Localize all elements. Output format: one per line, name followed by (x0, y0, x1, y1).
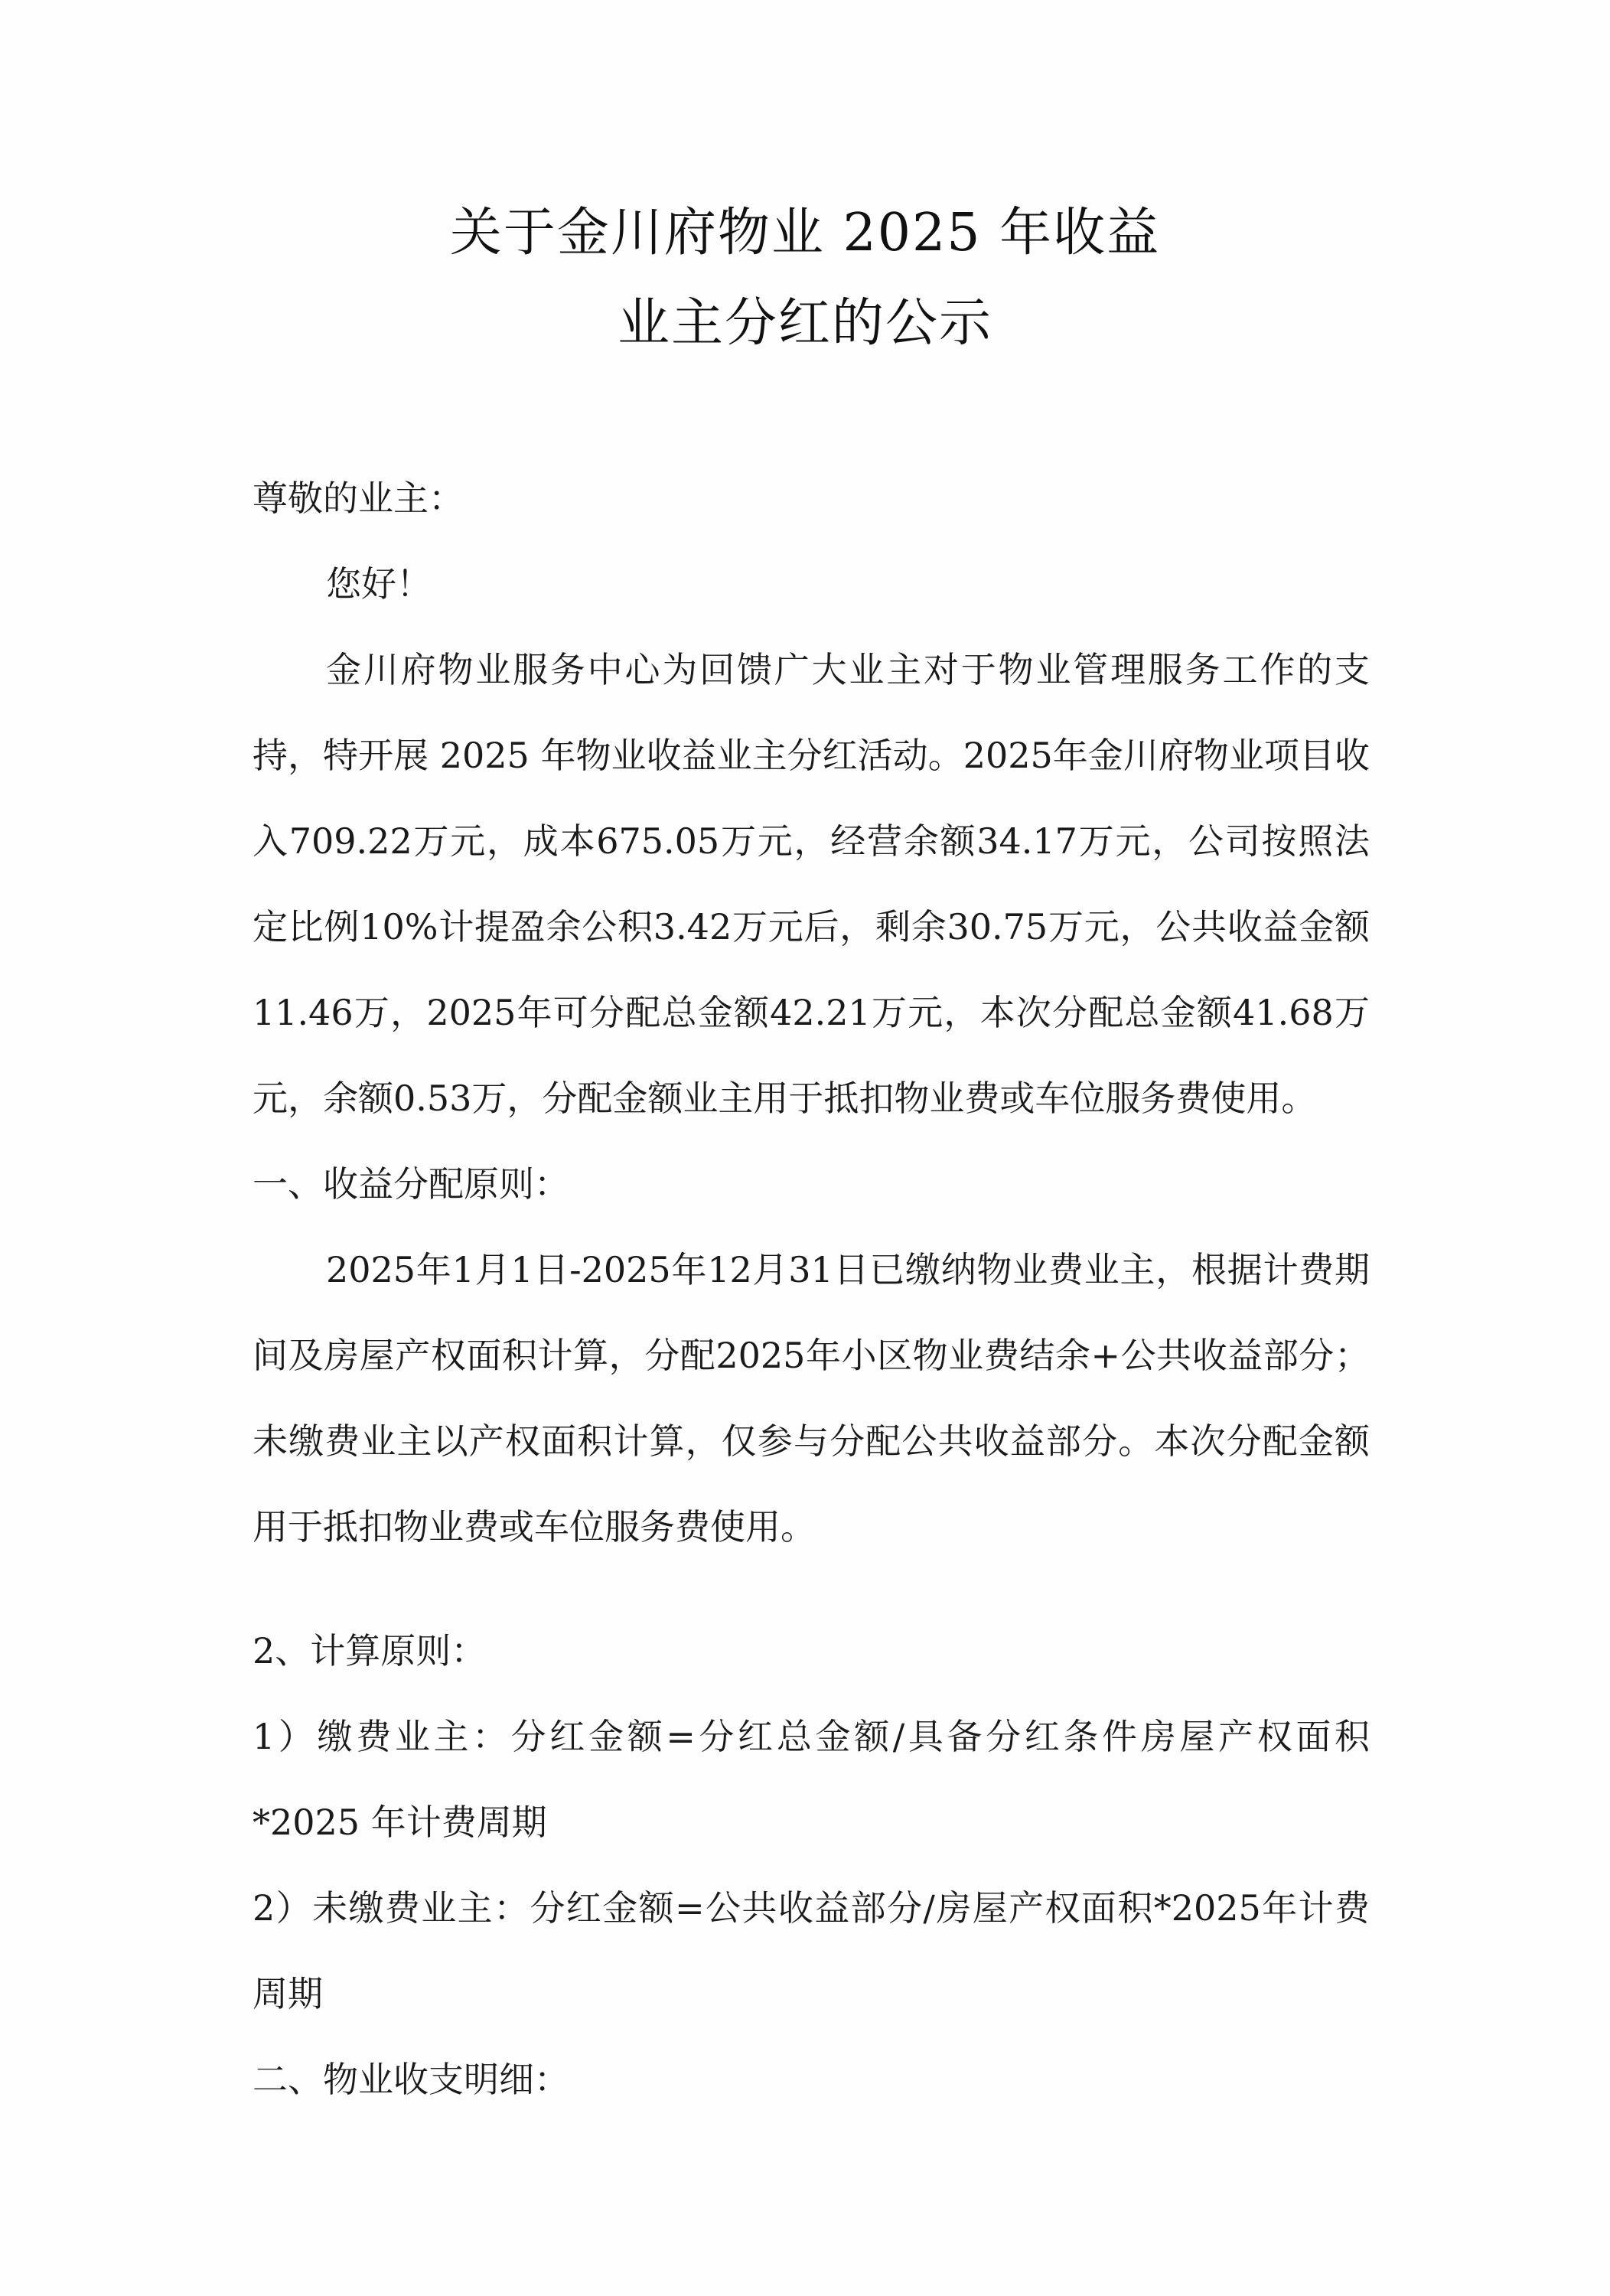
section-1-paragraph: 2025年1月1日-2025年12月31日已缴纳物业费业主，根据计费期间及房屋产权面积计算，分配2025年小区物业费结余+公共收益部分；未缴费业主以产权面积计算，仅参与分配公共收益部分。本次分配金额用于抵扣物业费或车位服务费使用。 (253, 1249, 1370, 1548)
greeting: 您好！ (326, 563, 432, 605)
document-title-line-1: 关于金川府物业 2025 年收益 (449, 203, 1161, 263)
rule-1: 1）缴费业主：分红金额=分红总金额/具备分红条件房屋产权面积*2025 年计费周期 (253, 1716, 1370, 1843)
section-2-heading: 2、计算原则： (253, 1630, 487, 1671)
section-1-heading: 一、收益分配原则： (253, 1163, 569, 1205)
document-title-line-2: 业主分红的公示 (617, 293, 992, 354)
section-3-heading: 二、物业收支明细： (253, 2059, 569, 2100)
salutation: 尊敬的业主： (253, 478, 464, 519)
rule-2: 2）未缴费业主：分红金额=公共收益部分/房屋产权面积*2025年计费周期 (253, 1887, 1370, 2014)
intro-paragraph: 金川府物业服务中心为回馈广大业主对于物业管理服务工作的支持，特开展 2025 年物业收益业主分红活动。2025年金川府物业项目收入709.22万元，成本675.05万元，经营余额34.17万元，公司按照法定比例10%计提盈余公积3.42万元后，剩余30.75万元，公共收益金额11.46万，2025年可分配总金额42.21万元，本次分配总金额41.68万元，余额0.53万，分配金额业主用于抵扣物业费或车位服务费使用。 (253, 649, 1370, 1119)
document-body (253, 455, 1370, 2122)
